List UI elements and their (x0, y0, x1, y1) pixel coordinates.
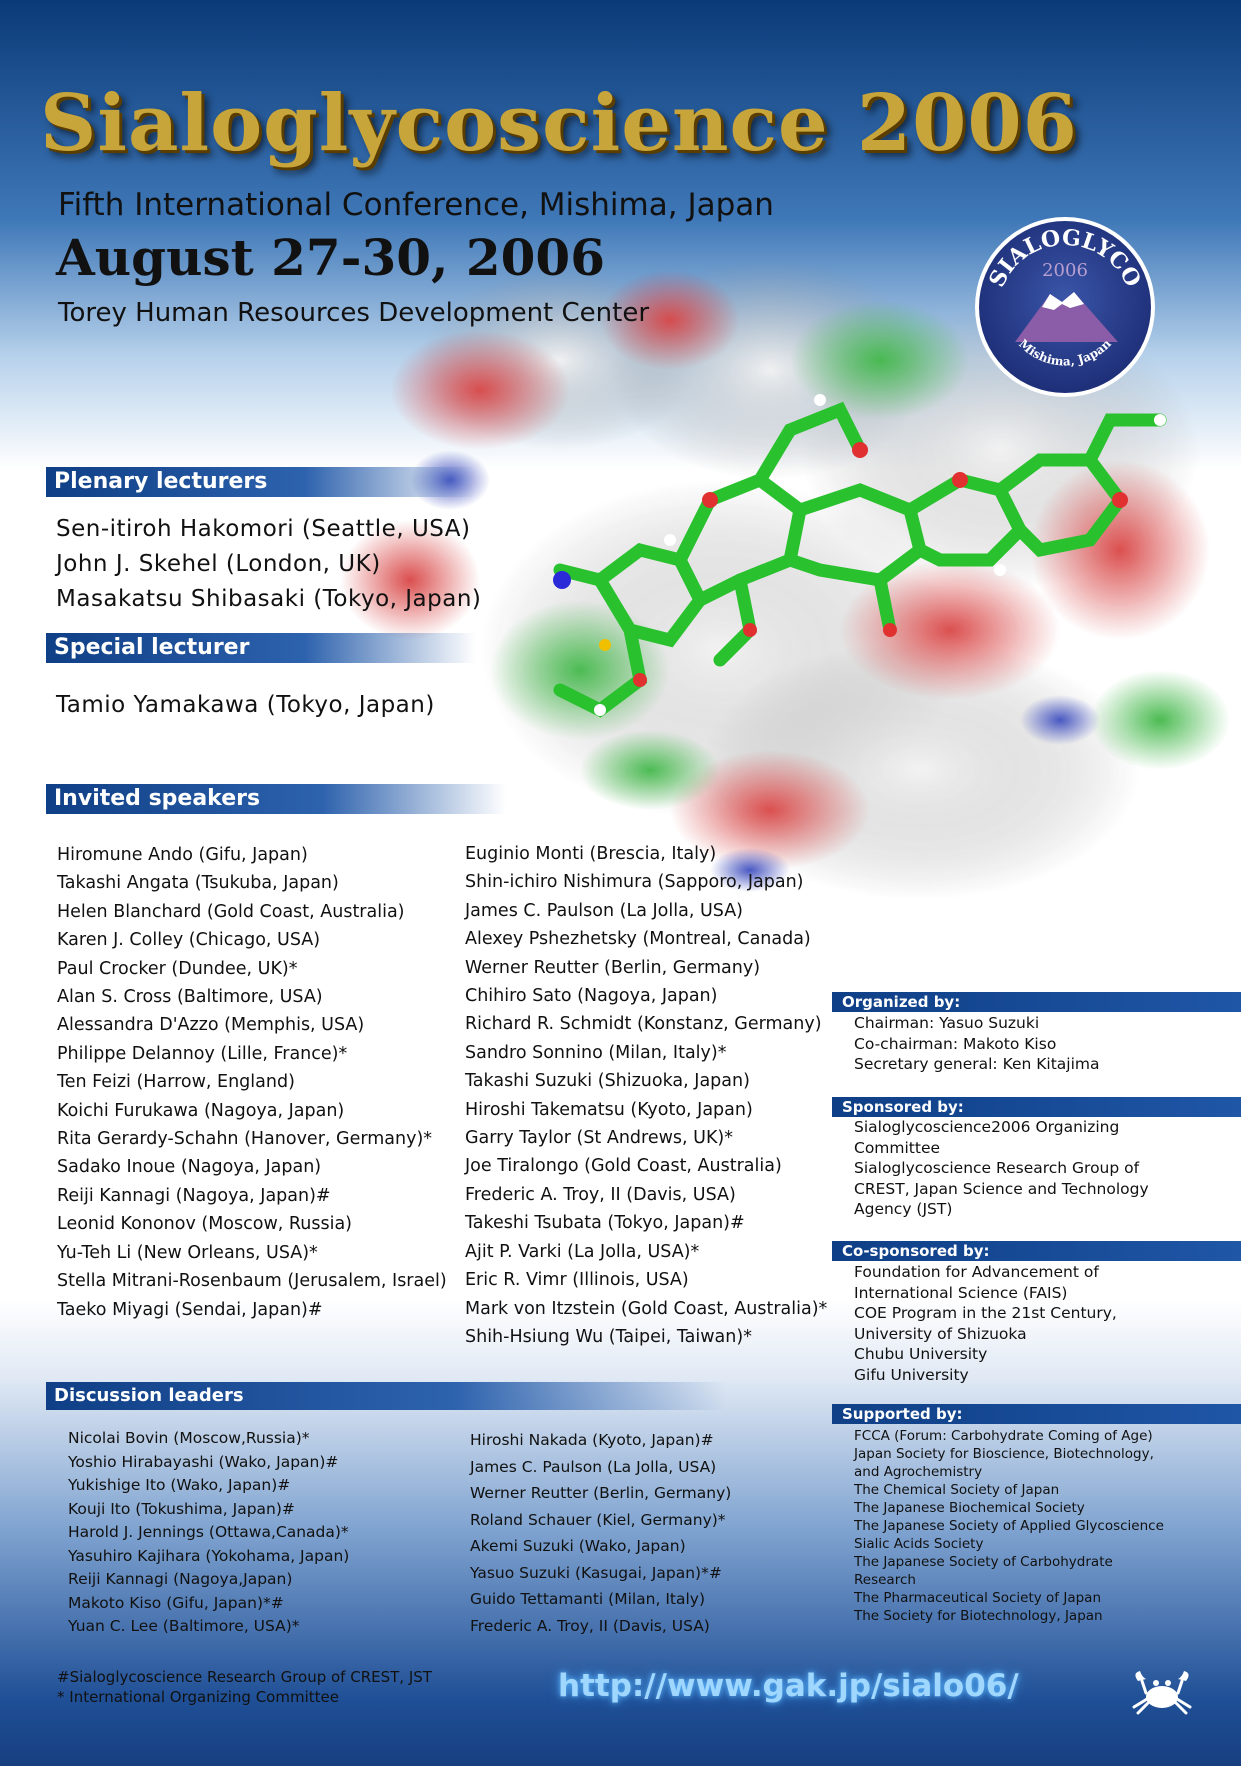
discussion-leader: Guido Tettamanti (Milan, Italy) (470, 1590, 706, 1608)
supporter-item: Sialic Acids Society (854, 1536, 984, 1552)
invited-speaker: Garry Taylor (St Andrews, UK)* (465, 1128, 734, 1149)
cosponsored-list (854, 1262, 1117, 1385)
discussion-heading: Discussion leaders (46, 1382, 726, 1410)
invited-speaker: Euginio Monti (Brescia, Italy) (465, 844, 717, 864)
crab-icon (1128, 1667, 1196, 1715)
organized-heading: Organized by: (832, 992, 1241, 1012)
invited-speaker: Helen Blanchard (Gold Coast, Australia) (57, 901, 405, 922)
invited-speaker: Hiroshi Takematsu (Kyoto, Japan) (465, 1099, 753, 1120)
conference-title: Sialoglycoscience 2006 (40, 78, 1078, 169)
invited-speaker: Chihiro Sato (Nagoya, Japan) (465, 986, 718, 1007)
sponsored-list (854, 1117, 1149, 1220)
invited-speaker: Frederic A. Troy, II (Davis, USA) (465, 1184, 736, 1205)
invited-speaker: James C. Paulson (La Jolla, USA) (465, 900, 743, 921)
invited-speaker: Alessandra D'Azzo (Memphis, USA) (57, 1015, 365, 1036)
invited-speaker: Alexey Pshezhetsky (Montreal, Canada) (465, 929, 811, 950)
invited-speaker: Takashi Suzuki (Shizuoka, Japan) (465, 1071, 750, 1092)
invited-speaker: Leonid Kononov (Moscow, Russia) (57, 1214, 352, 1235)
invited-speaker: Mark von Itzstein (Gold Coast, Australia)* (465, 1298, 828, 1319)
invited-heading: Invited speakers (46, 784, 506, 814)
discussion-leader: Harold J. Jennings (Ottawa,Canada)* (68, 1523, 349, 1541)
cosponsored-heading: Co-sponsored by: (832, 1241, 1241, 1261)
cosponsor-item: Chubu University (854, 1345, 988, 1363)
invited-speaker: Eric R. Vimr (Illinois, USA) (465, 1270, 689, 1291)
sponsor-item: Sialoglycoscience2006 Organizing (854, 1118, 1120, 1136)
discussion-list-left (68, 1427, 349, 1639)
special-item: Tamio Yamakawa (Tokyo, Japan) (56, 692, 435, 718)
conference-venue: Torey Human Resources Development Center (58, 298, 650, 328)
invited-speaker: Joe Tiralongo (Gold Coast, Australia) (465, 1156, 782, 1177)
invited-speaker: Takeshi Tsubata (Tokyo, Japan)# (465, 1213, 745, 1234)
sponsor-item: Committee (854, 1138, 941, 1157)
invited-speaker: Reiji Kannagi (Nagoya, Japan)# (57, 1185, 331, 1206)
discussion-leader: Makoto Kiso (Gifu, Japan)*# (68, 1593, 284, 1612)
invited-speaker: Takashi Angata (Tsukuba, Japan) (57, 873, 339, 894)
sponsor-item: Sialoglycoscience Research Group of (854, 1159, 1140, 1177)
invited-speaker: Sadako Inoue (Nagoya, Japan) (57, 1157, 322, 1178)
cosponsor-item: COE Program in the 21st Century, (854, 1304, 1117, 1322)
supported-list (854, 1427, 1164, 1625)
supporter-item: The Japanese Society of Carbohydrate (854, 1554, 1113, 1570)
invited-speaker: Koichi Furukawa (Nagoya, Japan) (57, 1100, 345, 1121)
cosponsor-item: Gifu University (854, 1365, 969, 1384)
footnote-star: * International Organizing Committee (57, 1688, 339, 1706)
conference-subtitle: Fifth International Conference, Mishima, Japan (58, 187, 774, 223)
logo-top-text: SIALOGLYCO (983, 224, 1147, 292)
discussion-leader: Werner Reutter (Berlin, Germany) (470, 1484, 732, 1502)
logo-year: 2006 (1042, 260, 1088, 281)
sialoglyco-logo (970, 212, 1160, 402)
discussion-leader: Akemi Suzuki (Wako, Japan) (470, 1537, 686, 1555)
discussion-leader: Frederic A. Troy, II (Davis, USA) (470, 1616, 710, 1635)
plenary-heading: Plenary lecturers (46, 467, 476, 497)
supporter-item: The Pharmaceutical Society of Japan (854, 1590, 1102, 1606)
supporter-item: The Chemical Society of Japan (854, 1482, 1060, 1498)
invited-speaker: Shih-Hsiung Wu (Taipei, Taiwan)* (465, 1326, 752, 1347)
invited-speaker: Stella Mitrani-Rosenbaum (Jerusalem, Israel) (57, 1271, 447, 1292)
discussion-leader: Roland Schauer (Kiel, Germany)* (470, 1510, 726, 1529)
invited-speaker: Sandro Sonnino (Milan, Italy)* (465, 1042, 727, 1063)
discussion-list-right (470, 1427, 731, 1639)
invited-speaker: Ajit P. Varki (La Jolla, USA)* (465, 1241, 700, 1262)
sponsored-heading: Sponsored by: (832, 1097, 1241, 1117)
supporter-item: The Japanese Biochemical Society (854, 1500, 1085, 1516)
logo-bottom-text: Mishima, Japan (1016, 336, 1114, 369)
organizer-item: Chairman: Yasuo Suzuki (854, 1014, 1040, 1032)
sponsor-item: Agency (JST) (854, 1200, 953, 1218)
plenary-item: Sen-itiroh Hakomori (Seattle, USA) (56, 516, 471, 542)
invited-speaker: Shin-ichiro Nishimura (Sapporo, Japan) (465, 872, 804, 893)
supported-heading: Supported by: (832, 1404, 1241, 1424)
invited-list-left (57, 841, 447, 1324)
organizer-item: Secretary general: Ken Kitajima (854, 1055, 1100, 1073)
plenary-item: Masakatsu Shibasaki (Tokyo, Japan) (56, 586, 482, 612)
invited-speaker: Karen J. Colley (Chicago, USA) (57, 930, 321, 951)
cosponsor-item: Foundation for Advancement of (854, 1263, 1099, 1281)
cosponsor-item: University of Shizuoka (854, 1324, 1027, 1343)
cosponsor-item: International Science (FAIS) (854, 1283, 1068, 1302)
organizer-item: Co-chairman: Makoto Kiso (854, 1034, 1057, 1053)
discussion-leader: Yukishige Ito (Wako, Japan)# (68, 1476, 291, 1494)
discussion-leader: Nicolai Bovin (Moscow,Russia)* (68, 1429, 310, 1447)
invited-speaker: Werner Reutter (Berlin, Germany) (465, 957, 761, 978)
conference-url-link[interactable]: http://www.gak.jp/sialo06/ (558, 1668, 1019, 1704)
supporter-item: Japan Society for Bioscience, Biotechnology, (854, 1446, 1154, 1462)
discussion-leader: Yoshio Hirabayashi (Wako, Japan)# (68, 1452, 339, 1471)
sponsor-item: CREST, Japan Science and Technology (854, 1179, 1149, 1198)
plenary-item: John J. Skehel (London, UK) (56, 551, 381, 577)
discussion-leader: James C. Paulson (La Jolla, USA) (470, 1457, 717, 1476)
invited-speaker: Rita Gerardy-Schahn (Hanover, Germany)* (57, 1129, 433, 1150)
supporter-item: Research (854, 1572, 916, 1588)
supporter-item: and Agrochemistry (854, 1464, 983, 1480)
supporter-item: FCCA (Forum: Carbohydrate Coming of Age) (854, 1428, 1153, 1444)
invited-speaker: Yu-Teh Li (New Orleans, USA)* (57, 1242, 318, 1263)
discussion-leader: Yuan C. Lee (Baltimore, USA)* (68, 1617, 300, 1635)
invited-speaker: Philippe Delannoy (Lille, France)* (57, 1043, 348, 1064)
footnote-hash: #Sialoglycoscience Research Group of CREST, JST (57, 1668, 432, 1686)
invited-speaker: Richard R. Schmidt (Konstanz, Germany) (465, 1014, 822, 1035)
special-heading: Special lecturer (46, 633, 476, 663)
conference-dates: August 27-30, 2006 (56, 228, 605, 287)
discussion-leader: Yasuo Suzuki (Kasugai, Japan)*# (470, 1563, 722, 1582)
discussion-leader: Hiroshi Nakada (Kyoto, Japan)# (470, 1431, 714, 1449)
invited-speaker: Ten Feizi (Harrow, England) (57, 1072, 295, 1093)
invited-speaker: Hiromune Ando (Gifu, Japan) (57, 845, 308, 865)
invited-speaker: Taeko Miyagi (Sendai, Japan)# (57, 1299, 323, 1320)
discussion-leader: Yasuhiro Kajihara (Yokohama, Japan) (68, 1546, 350, 1565)
supporter-item: The Japanese Society of Applied Glycoscience (854, 1518, 1164, 1534)
discussion-leader: Reiji Kannagi (Nagoya,Japan) (68, 1570, 293, 1588)
invited-list-right (465, 840, 827, 1351)
discussion-leader: Kouji Ito (Tokushima, Japan)# (68, 1499, 295, 1518)
organized-list (854, 1013, 1100, 1075)
invited-speaker: Alan S. Cross (Baltimore, USA) (57, 987, 323, 1008)
supporter-item: The Society for Biotechnology, Japan (854, 1608, 1103, 1624)
invited-speaker: Paul Crocker (Dundee, UK)* (57, 958, 298, 979)
